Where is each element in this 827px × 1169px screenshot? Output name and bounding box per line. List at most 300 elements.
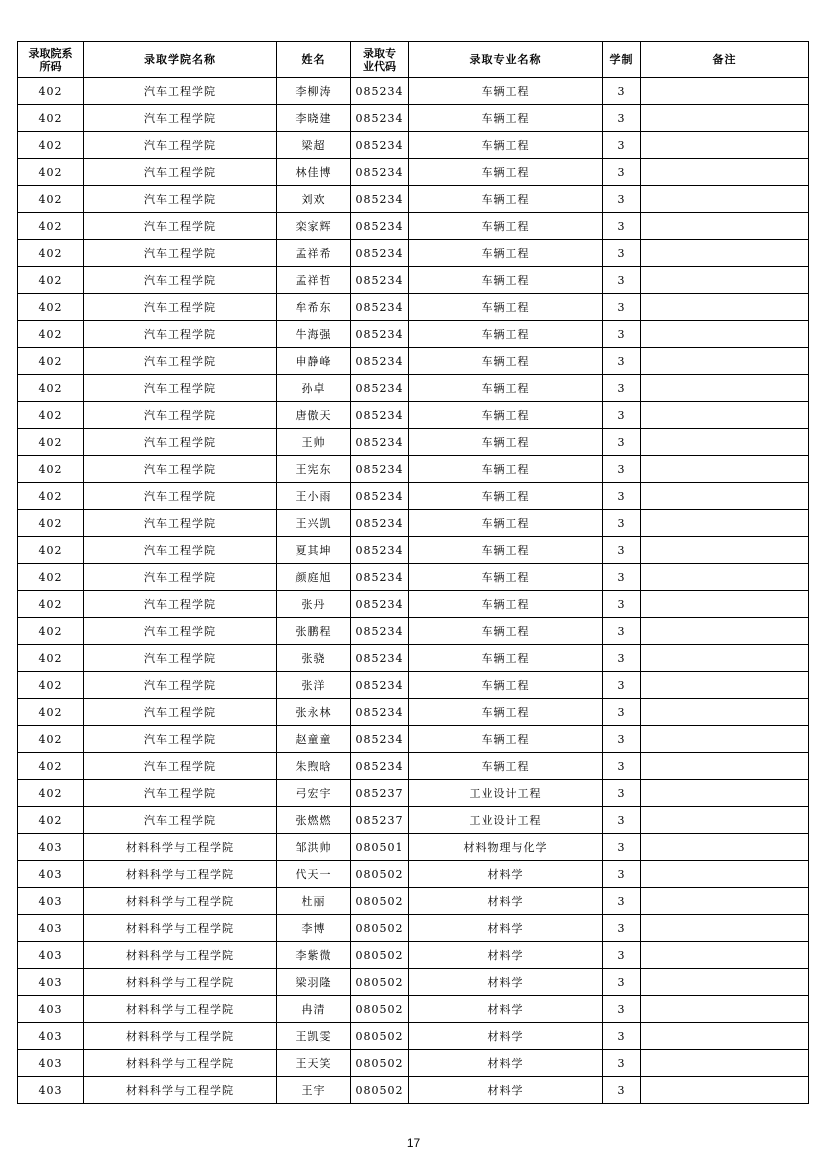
remark-cell — [641, 780, 809, 807]
college-cell: 汽车工程学院 — [84, 186, 277, 213]
college-cell: 汽车工程学院 — [84, 132, 277, 159]
table-row — [18, 834, 809, 861]
table-row — [18, 186, 809, 213]
major-cell: 车辆工程 — [409, 753, 603, 780]
dept-code-cell: 402 — [18, 753, 84, 780]
dept-code-cell: 402 — [18, 645, 84, 672]
major-cell: 车辆工程 — [409, 159, 603, 186]
years-cell: 3 — [603, 1023, 641, 1050]
major-code-cell: 085234 — [351, 213, 409, 240]
dept-code-cell: 402 — [18, 402, 84, 429]
college-cell: 材料科学与工程学院 — [84, 942, 277, 969]
name-cell: 王兴凯 — [277, 510, 351, 537]
table-row — [18, 78, 809, 105]
name-cell: 王宇 — [277, 1077, 351, 1104]
remark-cell — [641, 1050, 809, 1077]
dept-code-cell: 402 — [18, 483, 84, 510]
table-row — [18, 456, 809, 483]
table-row — [18, 1077, 809, 1104]
major-code-cell: 085234 — [351, 483, 409, 510]
table-row — [18, 132, 809, 159]
college-cell: 汽车工程学院 — [84, 267, 277, 294]
name-cell: 林佳博 — [277, 159, 351, 186]
major-code-cell: 080502 — [351, 888, 409, 915]
name-cell: 李紫微 — [277, 942, 351, 969]
years-cell: 3 — [603, 186, 641, 213]
name-cell: 刘欢 — [277, 186, 351, 213]
college-cell: 汽车工程学院 — [84, 402, 277, 429]
college-cell: 材料科学与工程学院 — [84, 888, 277, 915]
dept-code-cell: 403 — [18, 834, 84, 861]
dept-code-cell: 402 — [18, 618, 84, 645]
name-cell: 赵童童 — [277, 726, 351, 753]
remark-cell — [641, 456, 809, 483]
major-cell: 车辆工程 — [409, 213, 603, 240]
major-code-cell: 080502 — [351, 915, 409, 942]
years-cell: 3 — [603, 78, 641, 105]
college-cell: 材料科学与工程学院 — [84, 969, 277, 996]
dept-code-cell: 403 — [18, 996, 84, 1023]
college-cell: 汽车工程学院 — [84, 321, 277, 348]
remark-cell — [641, 402, 809, 429]
table-row — [18, 213, 809, 240]
name-cell: 邹洪帅 — [277, 834, 351, 861]
dept-code-cell: 402 — [18, 348, 84, 375]
major-cell: 车辆工程 — [409, 375, 603, 402]
table-row — [18, 996, 809, 1023]
college-cell: 汽车工程学院 — [84, 213, 277, 240]
remark-cell — [641, 240, 809, 267]
table-row — [18, 969, 809, 996]
dept-code-cell: 403 — [18, 969, 84, 996]
major-cell: 材料学 — [409, 1023, 603, 1050]
major-cell: 车辆工程 — [409, 267, 603, 294]
years-cell: 3 — [603, 753, 641, 780]
dept-code-cell: 402 — [18, 132, 84, 159]
college-cell: 材料科学与工程学院 — [84, 1050, 277, 1077]
name-cell: 孟祥哲 — [277, 267, 351, 294]
years-cell: 3 — [603, 240, 641, 267]
college-cell: 汽车工程学院 — [84, 672, 277, 699]
years-cell: 3 — [603, 861, 641, 888]
dept-code-cell: 402 — [18, 267, 84, 294]
major-code-cell: 085234 — [351, 591, 409, 618]
table-row — [18, 510, 809, 537]
name-cell: 张骁 — [277, 645, 351, 672]
dept-code-cell: 402 — [18, 672, 84, 699]
major-cell: 车辆工程 — [409, 726, 603, 753]
major-code-cell: 085234 — [351, 78, 409, 105]
table-row — [18, 429, 809, 456]
college-cell: 汽车工程学院 — [84, 726, 277, 753]
college-cell: 汽车工程学院 — [84, 483, 277, 510]
table-body — [18, 78, 809, 1104]
college-cell: 汽车工程学院 — [84, 429, 277, 456]
major-code-cell: 085234 — [351, 753, 409, 780]
years-cell: 3 — [603, 213, 641, 240]
name-cell: 李柳涛 — [277, 78, 351, 105]
dept-code-cell: 403 — [18, 942, 84, 969]
years-cell: 3 — [603, 510, 641, 537]
major-code-cell: 085234 — [351, 510, 409, 537]
table-row — [18, 861, 809, 888]
college-cell: 汽车工程学院 — [84, 294, 277, 321]
college-cell: 汽车工程学院 — [84, 240, 277, 267]
dept-code-cell: 402 — [18, 726, 84, 753]
major-cell: 车辆工程 — [409, 591, 603, 618]
years-cell: 3 — [603, 1077, 641, 1104]
major-cell: 材料学 — [409, 942, 603, 969]
major-code-cell: 085234 — [351, 564, 409, 591]
dept-code-cell: 402 — [18, 375, 84, 402]
college-cell: 材料科学与工程学院 — [84, 996, 277, 1023]
major-cell: 车辆工程 — [409, 321, 603, 348]
major-code-cell: 085234 — [351, 348, 409, 375]
major-code-cell: 080502 — [351, 942, 409, 969]
name-cell: 王小雨 — [277, 483, 351, 510]
college-cell: 材料科学与工程学院 — [84, 861, 277, 888]
major-code-cell: 085237 — [351, 780, 409, 807]
remark-cell — [641, 807, 809, 834]
college-cell: 汽车工程学院 — [84, 537, 277, 564]
college-cell: 汽车工程学院 — [84, 510, 277, 537]
table-row — [18, 564, 809, 591]
major-code-cell: 085234 — [351, 456, 409, 483]
dept-code-cell: 402 — [18, 159, 84, 186]
major-code-cell: 085234 — [351, 186, 409, 213]
table-row — [18, 159, 809, 186]
years-cell: 3 — [603, 699, 641, 726]
remark-cell — [641, 348, 809, 375]
table-row — [18, 1050, 809, 1077]
major-code-cell: 085234 — [351, 240, 409, 267]
major-code-cell: 080502 — [351, 1050, 409, 1077]
college-cell: 汽车工程学院 — [84, 78, 277, 105]
table-header-row — [18, 42, 809, 78]
table-row — [18, 402, 809, 429]
major-cell: 车辆工程 — [409, 618, 603, 645]
dept-code-cell: 402 — [18, 240, 84, 267]
table-row — [18, 267, 809, 294]
name-cell: 张鹏程 — [277, 618, 351, 645]
major-cell: 车辆工程 — [409, 456, 603, 483]
college-cell: 汽车工程学院 — [84, 753, 277, 780]
header-college: 录取学院名称 — [84, 42, 277, 78]
major-cell: 材料学 — [409, 915, 603, 942]
years-cell: 3 — [603, 996, 641, 1023]
dept-code-cell: 402 — [18, 78, 84, 105]
remark-cell — [641, 510, 809, 537]
major-code-cell: 085234 — [351, 699, 409, 726]
name-cell: 颜庭旭 — [277, 564, 351, 591]
major-code-cell: 085234 — [351, 375, 409, 402]
table-row — [18, 753, 809, 780]
name-cell: 王凯雯 — [277, 1023, 351, 1050]
table-row — [18, 888, 809, 915]
major-code-cell: 085234 — [351, 105, 409, 132]
college-cell: 材料科学与工程学院 — [84, 1023, 277, 1050]
name-cell: 夏其坤 — [277, 537, 351, 564]
dept-code-cell: 402 — [18, 510, 84, 537]
years-cell: 3 — [603, 888, 641, 915]
table-row — [18, 375, 809, 402]
table-row — [18, 105, 809, 132]
name-cell: 张永林 — [277, 699, 351, 726]
years-cell: 3 — [603, 348, 641, 375]
remark-cell — [641, 321, 809, 348]
remark-cell — [641, 186, 809, 213]
name-cell: 栾家辉 — [277, 213, 351, 240]
remark-cell — [641, 267, 809, 294]
dept-code-cell: 403 — [18, 915, 84, 942]
major-cell: 车辆工程 — [409, 105, 603, 132]
name-cell: 张洋 — [277, 672, 351, 699]
header-dept-code: 录取院系所码 — [18, 42, 84, 78]
name-cell: 牛海强 — [277, 321, 351, 348]
dept-code-cell: 402 — [18, 780, 84, 807]
remark-cell — [641, 618, 809, 645]
years-cell: 3 — [603, 834, 641, 861]
major-code-cell: 080502 — [351, 1077, 409, 1104]
major-code-cell: 080502 — [351, 996, 409, 1023]
major-cell: 材料学 — [409, 861, 603, 888]
remark-cell — [641, 996, 809, 1023]
remark-cell — [641, 1023, 809, 1050]
name-cell: 李博 — [277, 915, 351, 942]
college-cell: 汽车工程学院 — [84, 159, 277, 186]
major-code-cell: 085234 — [351, 645, 409, 672]
college-cell: 汽车工程学院 — [84, 699, 277, 726]
major-code-cell: 080502 — [351, 1023, 409, 1050]
college-cell: 汽车工程学院 — [84, 105, 277, 132]
name-cell: 牟希东 — [277, 294, 351, 321]
major-cell: 工业设计工程 — [409, 780, 603, 807]
name-cell: 张燃燃 — [277, 807, 351, 834]
college-cell: 汽车工程学院 — [84, 645, 277, 672]
years-cell: 3 — [603, 672, 641, 699]
remark-cell — [641, 159, 809, 186]
dept-code-cell: 402 — [18, 321, 84, 348]
remark-cell — [641, 645, 809, 672]
years-cell: 3 — [603, 618, 641, 645]
remark-cell — [641, 294, 809, 321]
remark-cell — [641, 429, 809, 456]
header-remark: 备注 — [641, 42, 809, 78]
remark-cell — [641, 861, 809, 888]
major-cell: 车辆工程 — [409, 132, 603, 159]
name-cell: 李晓建 — [277, 105, 351, 132]
years-cell: 3 — [603, 456, 641, 483]
major-cell: 工业设计工程 — [409, 807, 603, 834]
dept-code-cell: 403 — [18, 861, 84, 888]
dept-code-cell: 403 — [18, 1050, 84, 1077]
remark-cell — [641, 591, 809, 618]
table-row — [18, 321, 809, 348]
table-row — [18, 591, 809, 618]
major-cell: 车辆工程 — [409, 348, 603, 375]
table-row — [18, 942, 809, 969]
years-cell: 3 — [603, 591, 641, 618]
table-row — [18, 726, 809, 753]
remark-cell — [641, 942, 809, 969]
name-cell: 王天笑 — [277, 1050, 351, 1077]
dept-code-cell: 403 — [18, 1077, 84, 1104]
major-cell: 车辆工程 — [409, 294, 603, 321]
college-cell: 材料科学与工程学院 — [84, 834, 277, 861]
years-cell: 3 — [603, 1050, 641, 1077]
major-cell: 车辆工程 — [409, 564, 603, 591]
major-cell: 车辆工程 — [409, 645, 603, 672]
dept-code-cell: 402 — [18, 456, 84, 483]
major-cell: 车辆工程 — [409, 186, 603, 213]
years-cell: 3 — [603, 537, 641, 564]
table-row — [18, 483, 809, 510]
remark-cell — [641, 969, 809, 996]
years-cell: 3 — [603, 402, 641, 429]
header-years: 学制 — [603, 42, 641, 78]
major-cell: 车辆工程 — [409, 699, 603, 726]
dept-code-cell: 402 — [18, 537, 84, 564]
dept-code-cell: 402 — [18, 105, 84, 132]
years-cell: 3 — [603, 159, 641, 186]
major-cell: 材料学 — [409, 1077, 603, 1104]
remark-cell — [641, 699, 809, 726]
major-cell: 材料学 — [409, 969, 603, 996]
remark-cell — [641, 672, 809, 699]
table-row — [18, 294, 809, 321]
name-cell: 梁羽隆 — [277, 969, 351, 996]
major-code-cell: 085234 — [351, 672, 409, 699]
years-cell: 3 — [603, 483, 641, 510]
years-cell: 3 — [603, 969, 641, 996]
name-cell: 申静峰 — [277, 348, 351, 375]
major-code-cell: 085234 — [351, 132, 409, 159]
years-cell: 3 — [603, 375, 641, 402]
table-row — [18, 240, 809, 267]
admission-table — [17, 41, 809, 1104]
name-cell: 张丹 — [277, 591, 351, 618]
name-cell: 孙卓 — [277, 375, 351, 402]
remark-cell — [641, 213, 809, 240]
dept-code-cell: 402 — [18, 294, 84, 321]
major-code-cell: 085234 — [351, 726, 409, 753]
years-cell: 3 — [603, 780, 641, 807]
major-cell: 材料物理与化学 — [409, 834, 603, 861]
years-cell: 3 — [603, 321, 641, 348]
remark-cell — [641, 375, 809, 402]
major-code-cell: 085234 — [351, 159, 409, 186]
dept-code-cell: 403 — [18, 1023, 84, 1050]
major-code-cell: 085234 — [351, 402, 409, 429]
major-cell: 车辆工程 — [409, 483, 603, 510]
years-cell: 3 — [603, 105, 641, 132]
remark-cell — [641, 537, 809, 564]
header-major-code: 录取专业代码 — [351, 42, 409, 78]
major-cell: 材料学 — [409, 996, 603, 1023]
remark-cell — [641, 132, 809, 159]
name-cell: 孟祥希 — [277, 240, 351, 267]
table-row — [18, 1023, 809, 1050]
major-cell: 车辆工程 — [409, 429, 603, 456]
years-cell: 3 — [603, 132, 641, 159]
dept-code-cell: 402 — [18, 807, 84, 834]
years-cell: 3 — [603, 807, 641, 834]
college-cell: 汽车工程学院 — [84, 456, 277, 483]
major-code-cell: 085237 — [351, 807, 409, 834]
major-code-cell: 085234 — [351, 537, 409, 564]
dept-code-cell: 402 — [18, 213, 84, 240]
dept-code-cell: 402 — [18, 699, 84, 726]
remark-cell — [641, 564, 809, 591]
years-cell: 3 — [603, 915, 641, 942]
college-cell: 汽车工程学院 — [84, 564, 277, 591]
years-cell: 3 — [603, 294, 641, 321]
name-cell: 代天一 — [277, 861, 351, 888]
major-cell: 车辆工程 — [409, 240, 603, 267]
major-cell: 车辆工程 — [409, 510, 603, 537]
college-cell: 材料科学与工程学院 — [84, 915, 277, 942]
table-row — [18, 672, 809, 699]
table-row — [18, 618, 809, 645]
table-row — [18, 780, 809, 807]
remark-cell — [641, 78, 809, 105]
remark-cell — [641, 726, 809, 753]
major-code-cell: 085234 — [351, 429, 409, 456]
name-cell: 朱煦晗 — [277, 753, 351, 780]
name-cell: 王帅 — [277, 429, 351, 456]
major-cell: 车辆工程 — [409, 78, 603, 105]
table-row — [18, 807, 809, 834]
remark-cell — [641, 888, 809, 915]
major-code-cell: 085234 — [351, 267, 409, 294]
major-code-cell: 080502 — [351, 969, 409, 996]
remark-cell — [641, 483, 809, 510]
years-cell: 3 — [603, 267, 641, 294]
college-cell: 汽车工程学院 — [84, 618, 277, 645]
major-cell: 车辆工程 — [409, 537, 603, 564]
college-cell: 材料科学与工程学院 — [84, 1077, 277, 1104]
major-cell: 车辆工程 — [409, 672, 603, 699]
remark-cell — [641, 834, 809, 861]
years-cell: 3 — [603, 942, 641, 969]
name-cell: 弓宏宇 — [277, 780, 351, 807]
major-code-cell: 080502 — [351, 861, 409, 888]
dept-code-cell: 402 — [18, 564, 84, 591]
remark-cell — [641, 753, 809, 780]
table-row — [18, 348, 809, 375]
table-row — [18, 537, 809, 564]
remark-cell — [641, 1077, 809, 1104]
name-cell: 梁超 — [277, 132, 351, 159]
header-major: 录取专业名称 — [409, 42, 603, 78]
remark-cell — [641, 915, 809, 942]
dept-code-cell: 402 — [18, 429, 84, 456]
years-cell: 3 — [603, 645, 641, 672]
table-row — [18, 645, 809, 672]
college-cell: 汽车工程学院 — [84, 780, 277, 807]
college-cell: 汽车工程学院 — [84, 807, 277, 834]
name-cell: 冉清 — [277, 996, 351, 1023]
header-name: 姓名 — [277, 42, 351, 78]
years-cell: 3 — [603, 726, 641, 753]
page-number: 17 — [406, 1136, 421, 1150]
remark-cell — [641, 105, 809, 132]
dept-code-cell: 402 — [18, 186, 84, 213]
table-row — [18, 699, 809, 726]
major-code-cell: 080501 — [351, 834, 409, 861]
dept-code-cell: 403 — [18, 888, 84, 915]
years-cell: 3 — [603, 429, 641, 456]
